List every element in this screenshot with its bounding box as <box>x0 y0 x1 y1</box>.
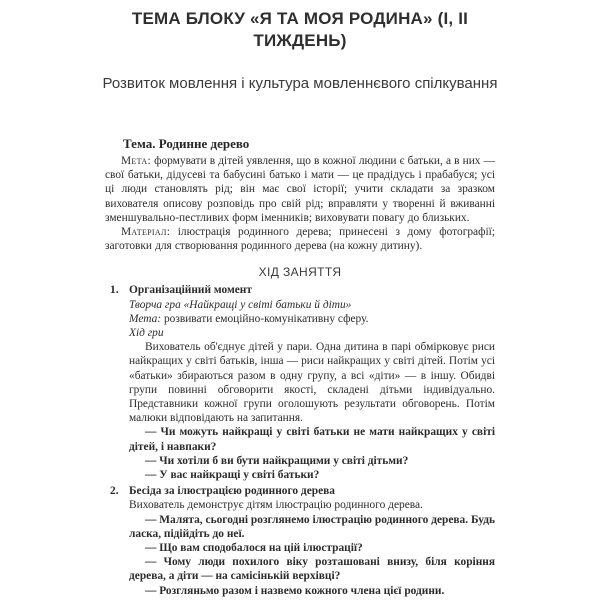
question-line: — Чи хотіли б ви бути найкращими у світі дітьми? <box>145 454 409 467</box>
question-line: — Що вам сподобалося на цій ілюстрації? <box>145 542 363 555</box>
game-procedure-label: Хід гри <box>129 327 164 340</box>
list-item <box>105 484 495 598</box>
step-body: Вихователь об'єднує дітей у пари. Одна дитина в парі обмірковує риси найкращих у світі батьків, інша — риси найкращих у світі дітей. Потім усі «батьки» збираються разом в одну групу, а всі «діти» — в іншу. Обидві групи повинні обговорити якості, складені дітьми індивідуально. Представники кожної групи оголошують результати обговорень. Потім малюки відповідають на запитання. <box>129 341 495 425</box>
goal-paragraph <box>105 154 495 225</box>
lesson-topic-heading: Тема. Родинне дерево <box>123 136 250 151</box>
game-aim <box>129 312 495 326</box>
body-text-frame <box>105 116 495 598</box>
goal-label: Мета: <box>121 155 151 167</box>
step-number: 1. <box>110 284 119 297</box>
question-line: — У вас найкращі у світі батьки? <box>145 469 320 482</box>
lesson-steps-list <box>105 283 495 597</box>
step-body: Вихователь демонструє дітям ілюстрацію родинного дерева. <box>129 499 423 512</box>
goal-text: формувати в дітей уявлення, що в кожної людини є батьки, а в них — свої батьки, дідусеві та бабусині батько і мати — це прадідусь і прабабуся; усі ці люди становлять рід; він має свої історії; учити складати за зразком вихователя описову розповідь про свій рід; вправляти у творенні й вживанні зменшувально-пестливих форм іменників; виховувати повагу до близьких. <box>105 155 495 224</box>
question-line: — Чи можуть найкращі у світі батьки не мати найкращих у світі дітей, і навпаки? <box>129 426 495 453</box>
materials-label: Матеріал: <box>121 226 171 239</box>
list-item <box>105 283 495 482</box>
step-title: Бесіда за ілюстрацією родинного дерева <box>129 485 335 498</box>
materials-paragraph <box>105 225 495 253</box>
course-of-lesson-heading: ХІД ЗАНЯТТЯ <box>258 265 342 280</box>
step-title: Організаційний момент <box>129 284 252 297</box>
question-line: — Малята, сьогодні розглянемо ілюстрацію родинного дерева. Будь ласка, підійдіть до неї. <box>129 513 495 540</box>
section-subtitle: Розвиток мовлення і культура мовленнєвого спілкування <box>102 75 498 92</box>
question-line: — Розгляньмо разом і назвемо кожного члена цієї родини. <box>145 584 445 597</box>
game-aim-label: Мета: <box>129 312 162 325</box>
materials-text: ілюстрація родинного дерева; принесені з дому фотографії; заготовки для створювання родинного дерева (на кожну дитину). <box>105 226 495 253</box>
step-number: 2. <box>110 485 119 498</box>
game-title: Творча гра «Найкращі у світі батьки й діти» <box>129 298 352 311</box>
game-aim-text: розвивати емоційно-комунікативну сферу. <box>161 312 369 325</box>
document-page <box>0 8 600 608</box>
question-line: — Чому люди похилого віку розташовані внизу, біля коріння дерева, а діти — на самісінькій верхівці? <box>129 556 495 583</box>
page-title: ТЕМА БЛОКУ «Я ТА МОЯ РОДИНА» (I, II ТИЖДЕНЬ) <box>131 9 469 50</box>
